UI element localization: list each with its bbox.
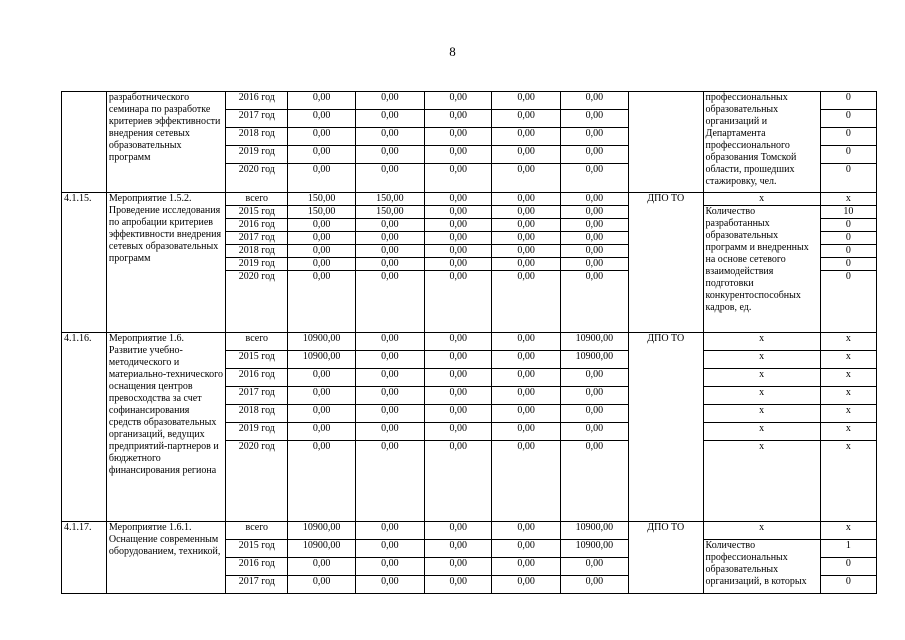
indicator-value-cell: x — [820, 333, 876, 351]
value-cell: 0,00 — [560, 441, 628, 522]
executor-cell: ДПО ТО — [629, 522, 703, 594]
value-cell: 0,00 — [492, 351, 560, 369]
value-cell: 10900,00 — [560, 333, 628, 351]
value-cell: 0,00 — [492, 540, 560, 558]
value-cell: 0,00 — [425, 193, 492, 206]
indicator-name-cell: x — [703, 351, 820, 369]
value-cell: 0,00 — [355, 110, 424, 128]
value-cell: 0,00 — [288, 369, 355, 387]
indicator-name-cell: x — [703, 441, 820, 522]
indicator-name-cell: x — [703, 522, 820, 540]
value-cell: 150,00 — [355, 206, 424, 219]
item-number-cell: 4.1.15. — [62, 193, 107, 333]
value-cell: 0,00 — [288, 558, 355, 576]
value-cell: 0,00 — [355, 387, 424, 405]
value-cell: 0,00 — [355, 146, 424, 164]
year-cell: всего — [226, 522, 288, 540]
year-cell: 2020 год — [226, 164, 288, 193]
value-cell: 0,00 — [425, 258, 492, 271]
value-cell: 0,00 — [355, 540, 424, 558]
indicator-value-cell: 0 — [820, 271, 876, 333]
value-cell: 0,00 — [288, 146, 355, 164]
value-cell: 0,00 — [288, 232, 355, 245]
indicator-value-cell: x — [820, 351, 876, 369]
value-cell: 0,00 — [560, 405, 628, 423]
value-cell: 0,00 — [355, 245, 424, 258]
value-cell: 0,00 — [288, 423, 355, 441]
value-cell: 0,00 — [355, 441, 424, 522]
indicator-value-cell: x — [820, 441, 876, 522]
indicator-value-cell: 0 — [820, 232, 876, 245]
value-cell: 0,00 — [492, 232, 560, 245]
table-row — [62, 193, 877, 206]
year-cell: 2019 год — [226, 423, 288, 441]
indicator-value-cell: 0 — [820, 219, 876, 232]
value-cell: 0,00 — [355, 351, 424, 369]
value-cell: 0,00 — [355, 405, 424, 423]
value-cell: 0,00 — [492, 369, 560, 387]
value-cell: 0,00 — [492, 522, 560, 540]
year-cell: 2017 год — [226, 576, 288, 594]
year-cell: 2018 год — [226, 128, 288, 146]
value-cell: 0,00 — [425, 423, 492, 441]
indicator-value-cell: 0 — [820, 92, 876, 110]
value-cell: 0,00 — [560, 271, 628, 333]
value-cell: 0,00 — [288, 258, 355, 271]
value-cell: 0,00 — [425, 232, 492, 245]
indicator-value-cell: x — [820, 387, 876, 405]
indicator-value-cell: x — [820, 522, 876, 540]
value-cell: 0,00 — [492, 387, 560, 405]
year-cell: 2017 год — [226, 387, 288, 405]
value-cell: 0,00 — [288, 128, 355, 146]
value-cell: 0,00 — [492, 219, 560, 232]
table-row — [62, 333, 877, 351]
value-cell: 0,00 — [425, 146, 492, 164]
indicator-name-cell: профессиональных образовательных организаций и Департамента профессионального образования Томской области, прошедших стажировку, чел. — [703, 92, 820, 193]
value-cell: 0,00 — [560, 558, 628, 576]
value-cell: 0,00 — [560, 110, 628, 128]
item-number-cell: 4.1.17. — [62, 522, 107, 594]
value-cell: 150,00 — [288, 206, 355, 219]
indicator-value-cell: x — [820, 369, 876, 387]
value-cell: 0,00 — [425, 164, 492, 193]
value-cell: 0,00 — [560, 423, 628, 441]
value-cell: 0,00 — [355, 92, 424, 110]
value-cell: 0,00 — [425, 369, 492, 387]
value-cell: 10900,00 — [288, 522, 355, 540]
value-cell: 0,00 — [425, 405, 492, 423]
value-cell: 0,00 — [492, 92, 560, 110]
value-cell: 0,00 — [288, 245, 355, 258]
value-cell: 10900,00 — [560, 540, 628, 558]
value-cell: 0,00 — [288, 219, 355, 232]
value-cell: 10900,00 — [560, 522, 628, 540]
value-cell: 0,00 — [288, 576, 355, 594]
activity-name-cell: Мероприятие 1.6.1. Оснащение современным оборудованием, техникой, — [106, 522, 225, 594]
item-number-cell: 4.1.16. — [62, 333, 107, 522]
value-cell: 0,00 — [288, 92, 355, 110]
indicator-value-cell: x — [820, 423, 876, 441]
item-number-cell — [62, 92, 107, 193]
value-cell: 10900,00 — [560, 351, 628, 369]
table-row — [62, 92, 877, 110]
value-cell: 0,00 — [425, 128, 492, 146]
value-cell: 0,00 — [288, 405, 355, 423]
value-cell: 0,00 — [425, 219, 492, 232]
indicator-name-cell: x — [703, 405, 820, 423]
value-cell: 0,00 — [492, 333, 560, 351]
value-cell: 0,00 — [492, 245, 560, 258]
indicator-value-cell: 0 — [820, 576, 876, 594]
value-cell: 0,00 — [560, 92, 628, 110]
year-cell: 2017 год — [226, 232, 288, 245]
year-cell: 2016 год — [226, 219, 288, 232]
value-cell: 0,00 — [560, 206, 628, 219]
year-cell: 2018 год — [226, 405, 288, 423]
activity-name-cell: Мероприятие 1.6. Развитие учебно-методического и материально-технического оснащения центров превосходства за счет софинансирования средств образовательных организаций, ведущих предприятий-партнеров и бюджетного финансирования региона — [106, 333, 225, 522]
value-cell: 0,00 — [355, 369, 424, 387]
year-cell: всего — [226, 333, 288, 351]
value-cell: 0,00 — [560, 232, 628, 245]
value-cell: 0,00 — [492, 128, 560, 146]
indicator-name-cell: x — [703, 193, 820, 206]
indicator-name-cell: Количество разработанных образовательных программ и внедренных на основе сетевого взаимодействия подготовки конкурентоспособных кадров, ед. — [703, 206, 820, 333]
value-cell: 0,00 — [355, 128, 424, 146]
year-cell: 2020 год — [226, 441, 288, 522]
value-cell: 0,00 — [288, 271, 355, 333]
value-cell: 0,00 — [492, 164, 560, 193]
value-cell: 0,00 — [560, 128, 628, 146]
year-cell: всего — [226, 193, 288, 206]
indicator-name-cell: x — [703, 369, 820, 387]
value-cell: 0,00 — [288, 110, 355, 128]
indicator-value-cell: 0 — [820, 558, 876, 576]
value-cell: 0,00 — [492, 206, 560, 219]
indicator-value-cell: x — [820, 193, 876, 206]
value-cell: 0,00 — [355, 258, 424, 271]
page-number: 8 — [449, 44, 456, 59]
value-cell: 0,00 — [425, 271, 492, 333]
value-cell: 0,00 — [355, 576, 424, 594]
table-row — [62, 522, 877, 540]
value-cell: 150,00 — [288, 193, 355, 206]
value-cell: 0,00 — [288, 164, 355, 193]
value-cell: 0,00 — [425, 522, 492, 540]
value-cell: 0,00 — [492, 146, 560, 164]
value-cell: 0,00 — [492, 110, 560, 128]
year-cell: 2018 год — [226, 245, 288, 258]
indicator-value-cell: 0 — [820, 245, 876, 258]
executor-cell: ДПО ТО — [629, 193, 703, 333]
value-cell: 0,00 — [492, 441, 560, 522]
value-cell: 0,00 — [560, 576, 628, 594]
year-cell: 2015 год — [226, 351, 288, 369]
value-cell: 0,00 — [355, 219, 424, 232]
year-cell: 2020 год — [226, 271, 288, 333]
value-cell: 0,00 — [425, 92, 492, 110]
value-cell: 0,00 — [492, 271, 560, 333]
indicator-value-cell: 0 — [820, 110, 876, 128]
indicator-value-cell: 0 — [820, 164, 876, 193]
executor-cell — [629, 92, 703, 193]
executor-cell: ДПО ТО — [629, 333, 703, 522]
value-cell: 0,00 — [425, 387, 492, 405]
value-cell: 0,00 — [425, 245, 492, 258]
indicator-value-cell: 10 — [820, 206, 876, 219]
year-cell: 2019 год — [226, 258, 288, 271]
value-cell: 0,00 — [355, 271, 424, 333]
year-cell: 2016 год — [226, 558, 288, 576]
value-cell: 0,00 — [425, 558, 492, 576]
value-cell: 0,00 — [492, 258, 560, 271]
indicator-value-cell: 0 — [820, 128, 876, 146]
indicator-name-cell: Количество профессиональных образовательных организаций, в которых — [703, 540, 820, 594]
value-cell: 0,00 — [560, 164, 628, 193]
value-cell: 0,00 — [425, 441, 492, 522]
indicator-value-cell: x — [820, 405, 876, 423]
value-cell: 0,00 — [560, 245, 628, 258]
value-cell: 0,00 — [560, 258, 628, 271]
value-cell: 0,00 — [288, 441, 355, 522]
value-cell: 0,00 — [425, 540, 492, 558]
year-cell: 2015 год — [226, 206, 288, 219]
value-cell: 0,00 — [492, 576, 560, 594]
value-cell: 0,00 — [355, 522, 424, 540]
indicator-value-cell: 1 — [820, 540, 876, 558]
value-cell: 0,00 — [492, 193, 560, 206]
year-cell: 2016 год — [226, 92, 288, 110]
value-cell: 0,00 — [560, 219, 628, 232]
value-cell: 0,00 — [425, 576, 492, 594]
year-cell: 2015 год — [226, 540, 288, 558]
value-cell: 10900,00 — [288, 351, 355, 369]
activity-name-cell: Мероприятие 1.5.2. Проведение исследования по апробации критериев эффективности внедрения сетевых образовательных программ — [106, 193, 225, 333]
value-cell: 0,00 — [492, 423, 560, 441]
value-cell: 0,00 — [288, 387, 355, 405]
value-cell: 10900,00 — [288, 540, 355, 558]
value-cell: 0,00 — [425, 110, 492, 128]
value-cell: 0,00 — [560, 146, 628, 164]
value-cell: 0,00 — [355, 232, 424, 245]
value-cell: 0,00 — [355, 333, 424, 351]
value-cell: 0,00 — [355, 164, 424, 193]
year-cell: 2017 год — [226, 110, 288, 128]
program-table — [61, 91, 877, 594]
indicator-value-cell: 0 — [820, 258, 876, 271]
value-cell: 0,00 — [425, 333, 492, 351]
value-cell: 10900,00 — [288, 333, 355, 351]
value-cell: 0,00 — [492, 558, 560, 576]
year-cell: 2016 год — [226, 369, 288, 387]
indicator-name-cell: x — [703, 423, 820, 441]
value-cell: 0,00 — [560, 193, 628, 206]
value-cell: 0,00 — [425, 351, 492, 369]
value-cell: 0,00 — [560, 369, 628, 387]
indicator-value-cell: 0 — [820, 146, 876, 164]
value-cell: 0,00 — [355, 558, 424, 576]
value-cell: 0,00 — [492, 405, 560, 423]
activity-name-cell: разработнического семинара по разработке критериев эффективности внедрения сетевых образовательных программ — [106, 92, 225, 193]
value-cell: 0,00 — [355, 423, 424, 441]
year-cell: 2019 год — [226, 146, 288, 164]
value-cell: 0,00 — [425, 206, 492, 219]
indicator-name-cell: x — [703, 333, 820, 351]
value-cell: 0,00 — [560, 387, 628, 405]
value-cell: 150,00 — [355, 193, 424, 206]
indicator-name-cell: x — [703, 387, 820, 405]
